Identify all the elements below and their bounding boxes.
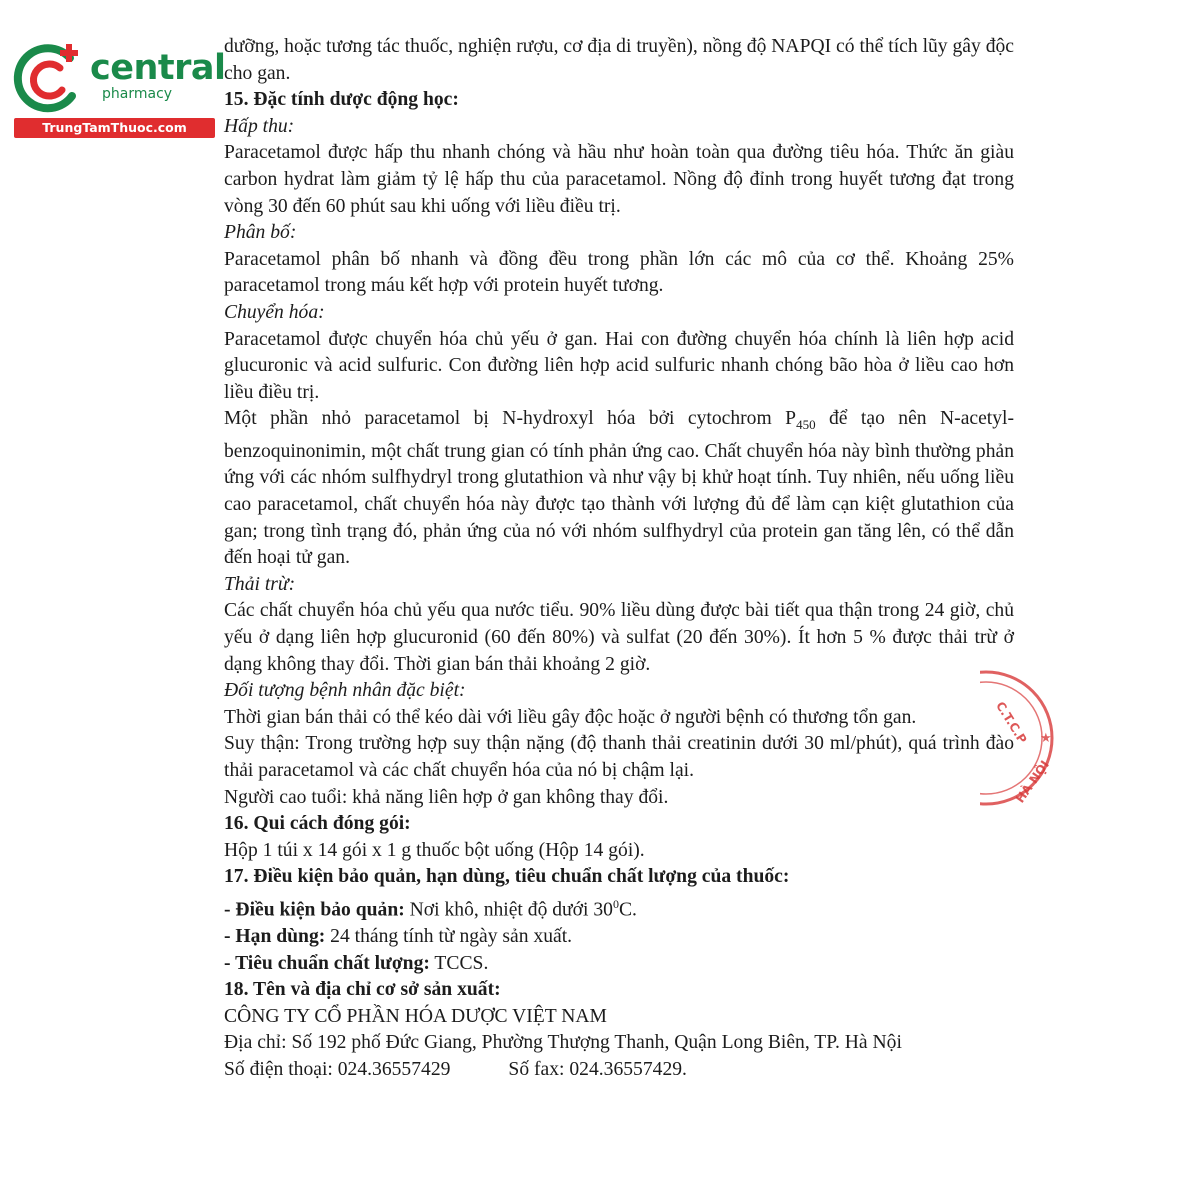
special-patients-text-2: Suy thận: Trong trường hợp suy thận nặng (độ thanh thải creatinin dưới 30 ml/phút), quá trình đào thải paracetamol và các chất chuyển hóa của nó bị chậm lại. (224, 733, 1014, 781)
storage-value-a: Nơi khô, nhiệt độ dưới 30 (404, 899, 613, 921)
excretion-title: Thải trừ: (224, 573, 296, 595)
absorption-text: Paracetamol được hấp thu nhanh chóng và hầu như hoàn toàn qua đường tiêu hóa. Thức ăn giàu carbon hydrat làm giảm tỷ lệ hấp thu của paracetamol. Nồng độ đỉnh trong huyết tương đạt trong vòng 30 đến 60 phút sau khi uống với liều điều trị. (224, 142, 1014, 217)
phone-number: Số điện thoại: 024.36557429 (224, 1059, 451, 1080)
section-18-title: 18. Tên và địa chỉ cơ sở sản xuất: (224, 979, 501, 1001)
stamp-text-bottom: HÀ NỘI (1012, 757, 1053, 806)
degree-superscript: 0 (612, 896, 619, 911)
section-17-title: 17. Điều kiện bảo quản, hạn dùng, tiêu chuẩn chất lượng của thuốc: (224, 866, 790, 888)
central-pharmacy-logo[interactable] (10, 38, 226, 138)
section-15-title: 15. Đặc tính dược động học: (224, 89, 459, 111)
packaging-text: Hộp 1 túi x 14 gói x 1 g thuốc bột uống (Hộp 14 gói). (224, 839, 645, 861)
logo-brand-name: central (90, 48, 226, 88)
shelf-life-label: - Hạn dùng: (224, 926, 326, 948)
metabolism-title: Chuyển hóa: (224, 301, 325, 323)
storage-label: - Điều kiện bảo quản: (224, 899, 405, 921)
section-16-title: 16. Qui cách đóng gói: (224, 813, 411, 835)
storage-line (224, 891, 1014, 924)
metabolism-text-2a: Một phần nhỏ paracetamol bị N-hydroxyl hóa bởi cytochrom P (224, 408, 797, 430)
quality-value: TCCS. (429, 952, 489, 974)
document-body (224, 34, 1014, 1084)
company-address: Địa chỉ: Số 192 phố Đức Giang, Phường Thượng Thanh, Quận Long Biên, TP. Hà Nội (224, 1032, 902, 1054)
pharmacy-cross-logo-icon (10, 38, 90, 118)
svg-text:★: ★ (1040, 731, 1052, 746)
special-patients-title: Đối tượng bệnh nhân đặc biệt: (224, 680, 466, 702)
absorption-title: Hấp thu: (224, 115, 295, 137)
shelf-life-value: 24 tháng tính từ ngày sản xuất. (325, 926, 573, 948)
metabolism-text-2 (224, 406, 1014, 571)
distribution-text: Paracetamol phân bố nhanh và đồng đều trong phần lớn các mô của cơ thể. Khoảng 25% paracetamol trong máu kết hợp với protein huyết tương. (224, 248, 1014, 297)
shelf-life-line (224, 924, 1014, 951)
logo-domain: TrungTamThuoc.com (14, 118, 215, 138)
quality-label: - Tiêu chuẩn chất lượng: (224, 952, 430, 974)
storage-value-b: C. (618, 899, 637, 921)
fax-number: Số fax: 024.36557429. (508, 1059, 687, 1080)
distribution-title: Phân bố: (224, 222, 297, 244)
metabolism-text-2b: để tạo nên N-acetyl-benzoquinonimin, một chất trung gian có tính phản ứng cao. Chất chuyển hóa này bình thường phản ứng với các nhóm sulfhydryl trong glutathion và như vậy bị khử hoạt tính. Tuy nhiên, nếu uống liều cao paracetamol, chất chuyển hóa này được tạo thành với lượng đủ để làm cạn kiệt glutathion của gan; trong tình trạng đó, phản ứng của nó với nhóm sulfhydryl của protein gan tăng lên, có thể dẫn đến hoại tử gan. (224, 408, 1015, 569)
special-patients-text-3: Người cao tuổi: khả năng liên hợp ở gan không thay đổi. (224, 786, 669, 808)
intro-paragraph: dưỡng, hoặc tương tác thuốc, nghiện rượu, cơ địa di truyền), nồng độ NAPQI có thể tích lũy gây độc cho gan. (224, 36, 1014, 84)
excretion-text: Các chất chuyển hóa chủ yếu qua nước tiểu. 90% liều dùng được bài tiết qua thận trong 24 giờ, chủ yếu ở dạng liên hợp glucuronid (60 đến 80%) và sulfat (20 đến 30%). Ít hơn 5 % được thải trừ ở dạng không thay đổi. Thời gian bán thải khoảng 2 giờ. (224, 600, 1014, 675)
quality-line (224, 951, 1014, 978)
company-name: CÔNG TY CỔ PHẦN HÓA DƯỢC VIỆT NAM (224, 1005, 607, 1027)
special-patients-text-1: Thời gian bán thải có thể kéo dài với liều gây độc hoặc ở người bệnh có thương tổn gan. (224, 706, 917, 728)
cytochrome-subscript: 450 (796, 417, 816, 433)
stamp-text-top: C.T.C.P (993, 699, 1030, 746)
logo-brand-sub: pharmacy (102, 86, 173, 102)
contact-line (224, 1057, 1014, 1084)
metabolism-text-1: Paracetamol được chuyển hóa chủ yếu ở gan. Hai con đường chuyển hóa chính là liên hợp acid glucuronic và acid sulfuric. Con đường liên hợp acid sulfuric nhanh chóng bão hòa ở liều cao hơn liều điều trị. (224, 328, 1014, 403)
